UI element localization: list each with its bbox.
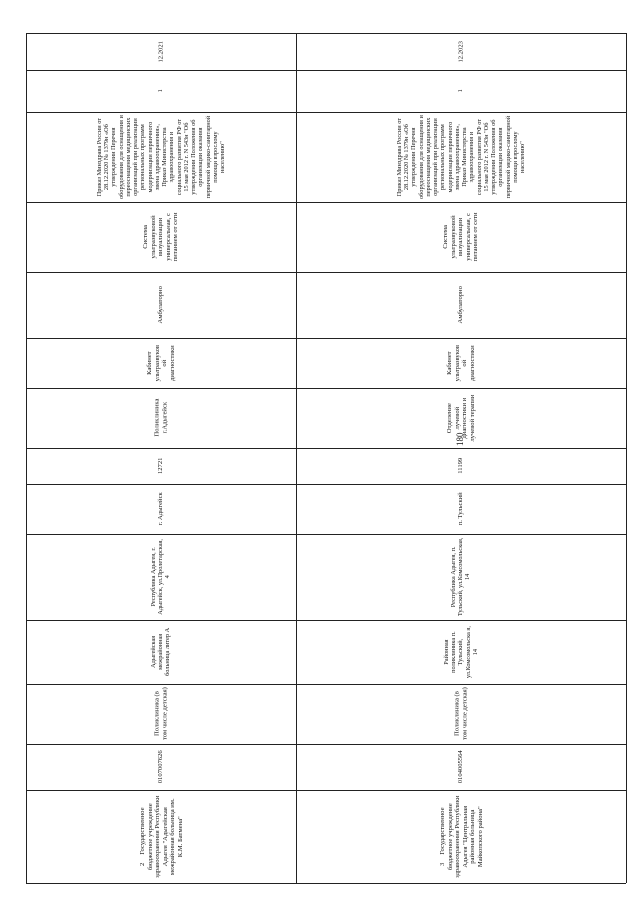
row-number: 3 — [438, 862, 446, 866]
subdivision-name: Адыгейская межрайонная больница литер А — [150, 627, 172, 677]
table-cell — [26, 338, 296, 388]
subdivision-name: Районная поликлиника п. Тульский, ул.Комсомольска я, 14 — [442, 626, 479, 678]
table-cell — [296, 620, 626, 684]
table-cell — [296, 684, 626, 744]
unit: Отделение лучевой диагностики и лучевой терапии — [445, 394, 476, 442]
org-cell — [438, 793, 483, 880]
table-cell — [296, 744, 626, 790]
care-form: Амбулаторно — [157, 286, 165, 324]
table-cell — [296, 388, 626, 448]
table-cell — [296, 484, 626, 534]
organization-name: Государственное бюджетное учреждение здравоохранения Республики Адыгея "Адыгейская межрайонная больница им. К.М. Батмена" — [138, 795, 184, 878]
table-cell — [296, 534, 626, 620]
population: 11199 — [457, 457, 465, 474]
table-cell — [26, 202, 296, 272]
page-number: 180 — [455, 432, 465, 446]
table-cell — [296, 33, 626, 70]
equipment: Система ультразвуковой визуализации универсальная, с питанием от сети — [442, 212, 480, 262]
address: Республика Адыгея, п. Тульский, ул.Комсомольская, 14 — [450, 537, 472, 617]
row-number: 2 — [138, 862, 146, 866]
organization-name: Государственное бюджетное учреждение здравоохранения Республики Адыгея "Центральная районная больница Майкопского района" — [438, 795, 484, 878]
ogrn: 0104005564 — [457, 750, 465, 784]
room: Кабинет ультразвуков ой диагностики — [445, 344, 476, 382]
table-cell — [26, 684, 296, 744]
table-cell — [296, 272, 626, 338]
table-cell — [26, 33, 296, 70]
order: Приказ Минздрава России от 28.12.2020 № 1379н «Об утверждении Перечня оборудования для оснащения и переоснащения медицинских организаций при реализации региональных программ модернизации первичного звена здравоохранения», Приказ Министерства здравоохранения и социального развития РФ от 15 мая 2012 г. N 543н "Об утверждении Положения об организации оказания первичной медико-санитарной помощи взрослому населению" — [95, 115, 226, 199]
table-cell — [296, 790, 626, 883]
locality: г. Адыгейск — [157, 492, 165, 526]
table-cell — [26, 744, 296, 790]
table-cell — [296, 202, 626, 272]
table-cell — [26, 790, 296, 883]
date: 12.2021 — [157, 40, 165, 63]
table-cell — [26, 70, 296, 112]
table-cell — [26, 484, 296, 534]
address: Республика Адыгея, г. Адыгейск, ул.Пролетарская, 4 — [150, 539, 172, 615]
quantity: 1 — [457, 89, 465, 93]
table-cell — [26, 388, 296, 448]
quantity: 1 — [157, 89, 165, 93]
ogrn: 0107007626 — [157, 750, 165, 784]
date: 12.2023 — [457, 40, 465, 63]
room: Кабинет ультразвуков ой диагностики — [145, 344, 176, 382]
table-cell — [26, 534, 296, 620]
table-cell — [26, 272, 296, 338]
table-cell — [296, 448, 626, 484]
order: Приказ Минздрава России от 28.12.2020 № 1379н «Об утверждении Перечня оборудования для оснащения и переоснащения медицинских организаций при реализации региональных программ модернизации первичного звена здравоохранения», Приказ Министерства здравоохранения и социального развития РФ от 15 мая 2012 г. N 543н "Об утверждении Положения об организации оказания первичной медико-санитарной помощи взрослому населению" — [395, 115, 526, 199]
table-cell — [296, 70, 626, 112]
clinic-type: Поликлиника (в том числе детская) — [453, 687, 468, 741]
table-cell — [26, 448, 296, 484]
table-cell — [296, 338, 626, 388]
clinic-type: Поликлиника (в том числе детская) — [153, 687, 168, 741]
table-border — [26, 883, 626, 884]
population: 12721 — [157, 457, 165, 475]
equipment: Система ультразвуковой визуализации универсальная, с питанием от сети — [142, 212, 180, 262]
locality: п. Тульский — [457, 492, 465, 526]
unit: Поликлиника г.Адыгейск — [153, 399, 168, 437]
table-border — [626, 33, 627, 883]
care-form: Амбулаторно — [457, 286, 465, 324]
table-cell — [26, 620, 296, 684]
org-cell — [138, 793, 183, 880]
table-cell — [296, 112, 626, 202]
table-cell — [26, 112, 296, 202]
